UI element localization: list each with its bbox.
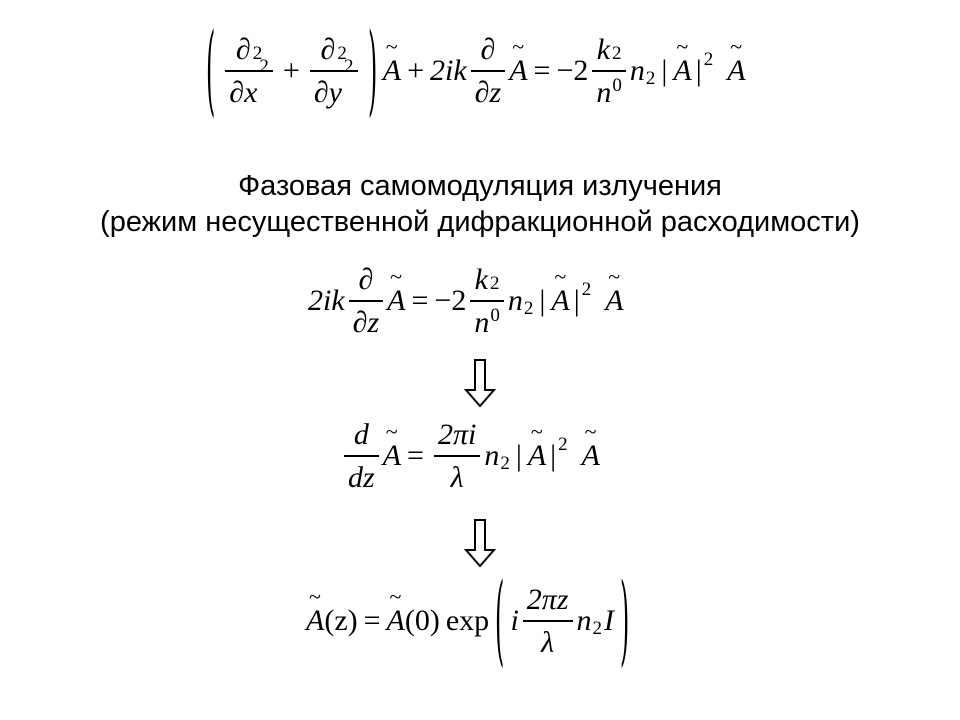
frac-2pii-lambda: $\frac{2\pi i}{\lambda}$ <box>434 420 480 493</box>
frac-d-dz: $\frac{d}{dz}$ <box>344 420 379 493</box>
caption-line-1: Фазовая самомодуляция излучения <box>238 170 722 202</box>
frac-2piz-lambda: $\frac{2\pi z}{\lambda}$ <box>523 585 573 658</box>
frac-d2-dy2: ∂ $^2$ ∂ y $^2$ <box>310 35 358 108</box>
A-tilde: ~ A <box>673 56 691 86</box>
A-tilde: ~ A <box>383 56 401 86</box>
A-tilde: ~ A <box>383 441 401 471</box>
frac-d2-dx2: ∂ $^2$ ∂ x $^2$ <box>225 35 273 108</box>
equation-reduced: 2ik ∂ ∂ z ~ A = −2 k $^2$ n $_0$ n $_2$ | ~ A | $^2$ ~ A <box>308 265 624 338</box>
implies-arrow-icon <box>463 358 497 408</box>
caption-line-2: (режим несущественной дифракционной расходимости) <box>100 206 860 239</box>
equation-full-nls: ( ∂ $^2$ ∂ x $^2$ + ∂ $^2$ ∂ y $^2$ ) ~ A + 2ik ∂ ∂ z ~ A = −2 k $^2$ n $_0$ n $_2$ | ~ A | $^2$ ~ A <box>200 35 746 108</box>
right-paren: ) <box>367 13 377 130</box>
implies-arrow-icon <box>463 518 497 568</box>
frac-k2-n0: k $^2$ n $_0$ <box>592 35 626 108</box>
A-tilde: ~ A <box>528 441 546 471</box>
A-tilde: ~ A <box>727 56 745 86</box>
left-paren: ( <box>495 563 505 680</box>
frac-k2-n0: k $^2$ n $_0$ <box>470 265 504 338</box>
A-tilde: ~ A <box>387 286 405 316</box>
A-tilde: ~ A <box>605 286 623 316</box>
right-paren: ) <box>620 563 630 680</box>
A-tilde: ~ A <box>387 606 405 636</box>
A-tilde: ~ A <box>306 606 324 636</box>
caption <box>0 168 960 241</box>
equation-solution: ~ A (z) = ~ A (0) exp ( i $\frac{2\pi z}{\lambda}$ n $_2$ I ) <box>306 585 635 658</box>
equation-ode: $\frac{d}{dz}$ ~ A = $\frac{2\pi i}{\lambda}$ n $_2$ | ~ A | $^2$ ~ A <box>340 420 600 493</box>
frac-d-dz: ∂ ∂ z <box>349 265 384 338</box>
left-paren: ( <box>205 13 216 130</box>
frac-d-dz: ∂ ∂ z <box>471 35 506 108</box>
A-tilde: ~ A <box>551 286 569 316</box>
A-tilde: ~ A <box>509 56 527 86</box>
A-tilde: ~ A <box>582 441 600 471</box>
